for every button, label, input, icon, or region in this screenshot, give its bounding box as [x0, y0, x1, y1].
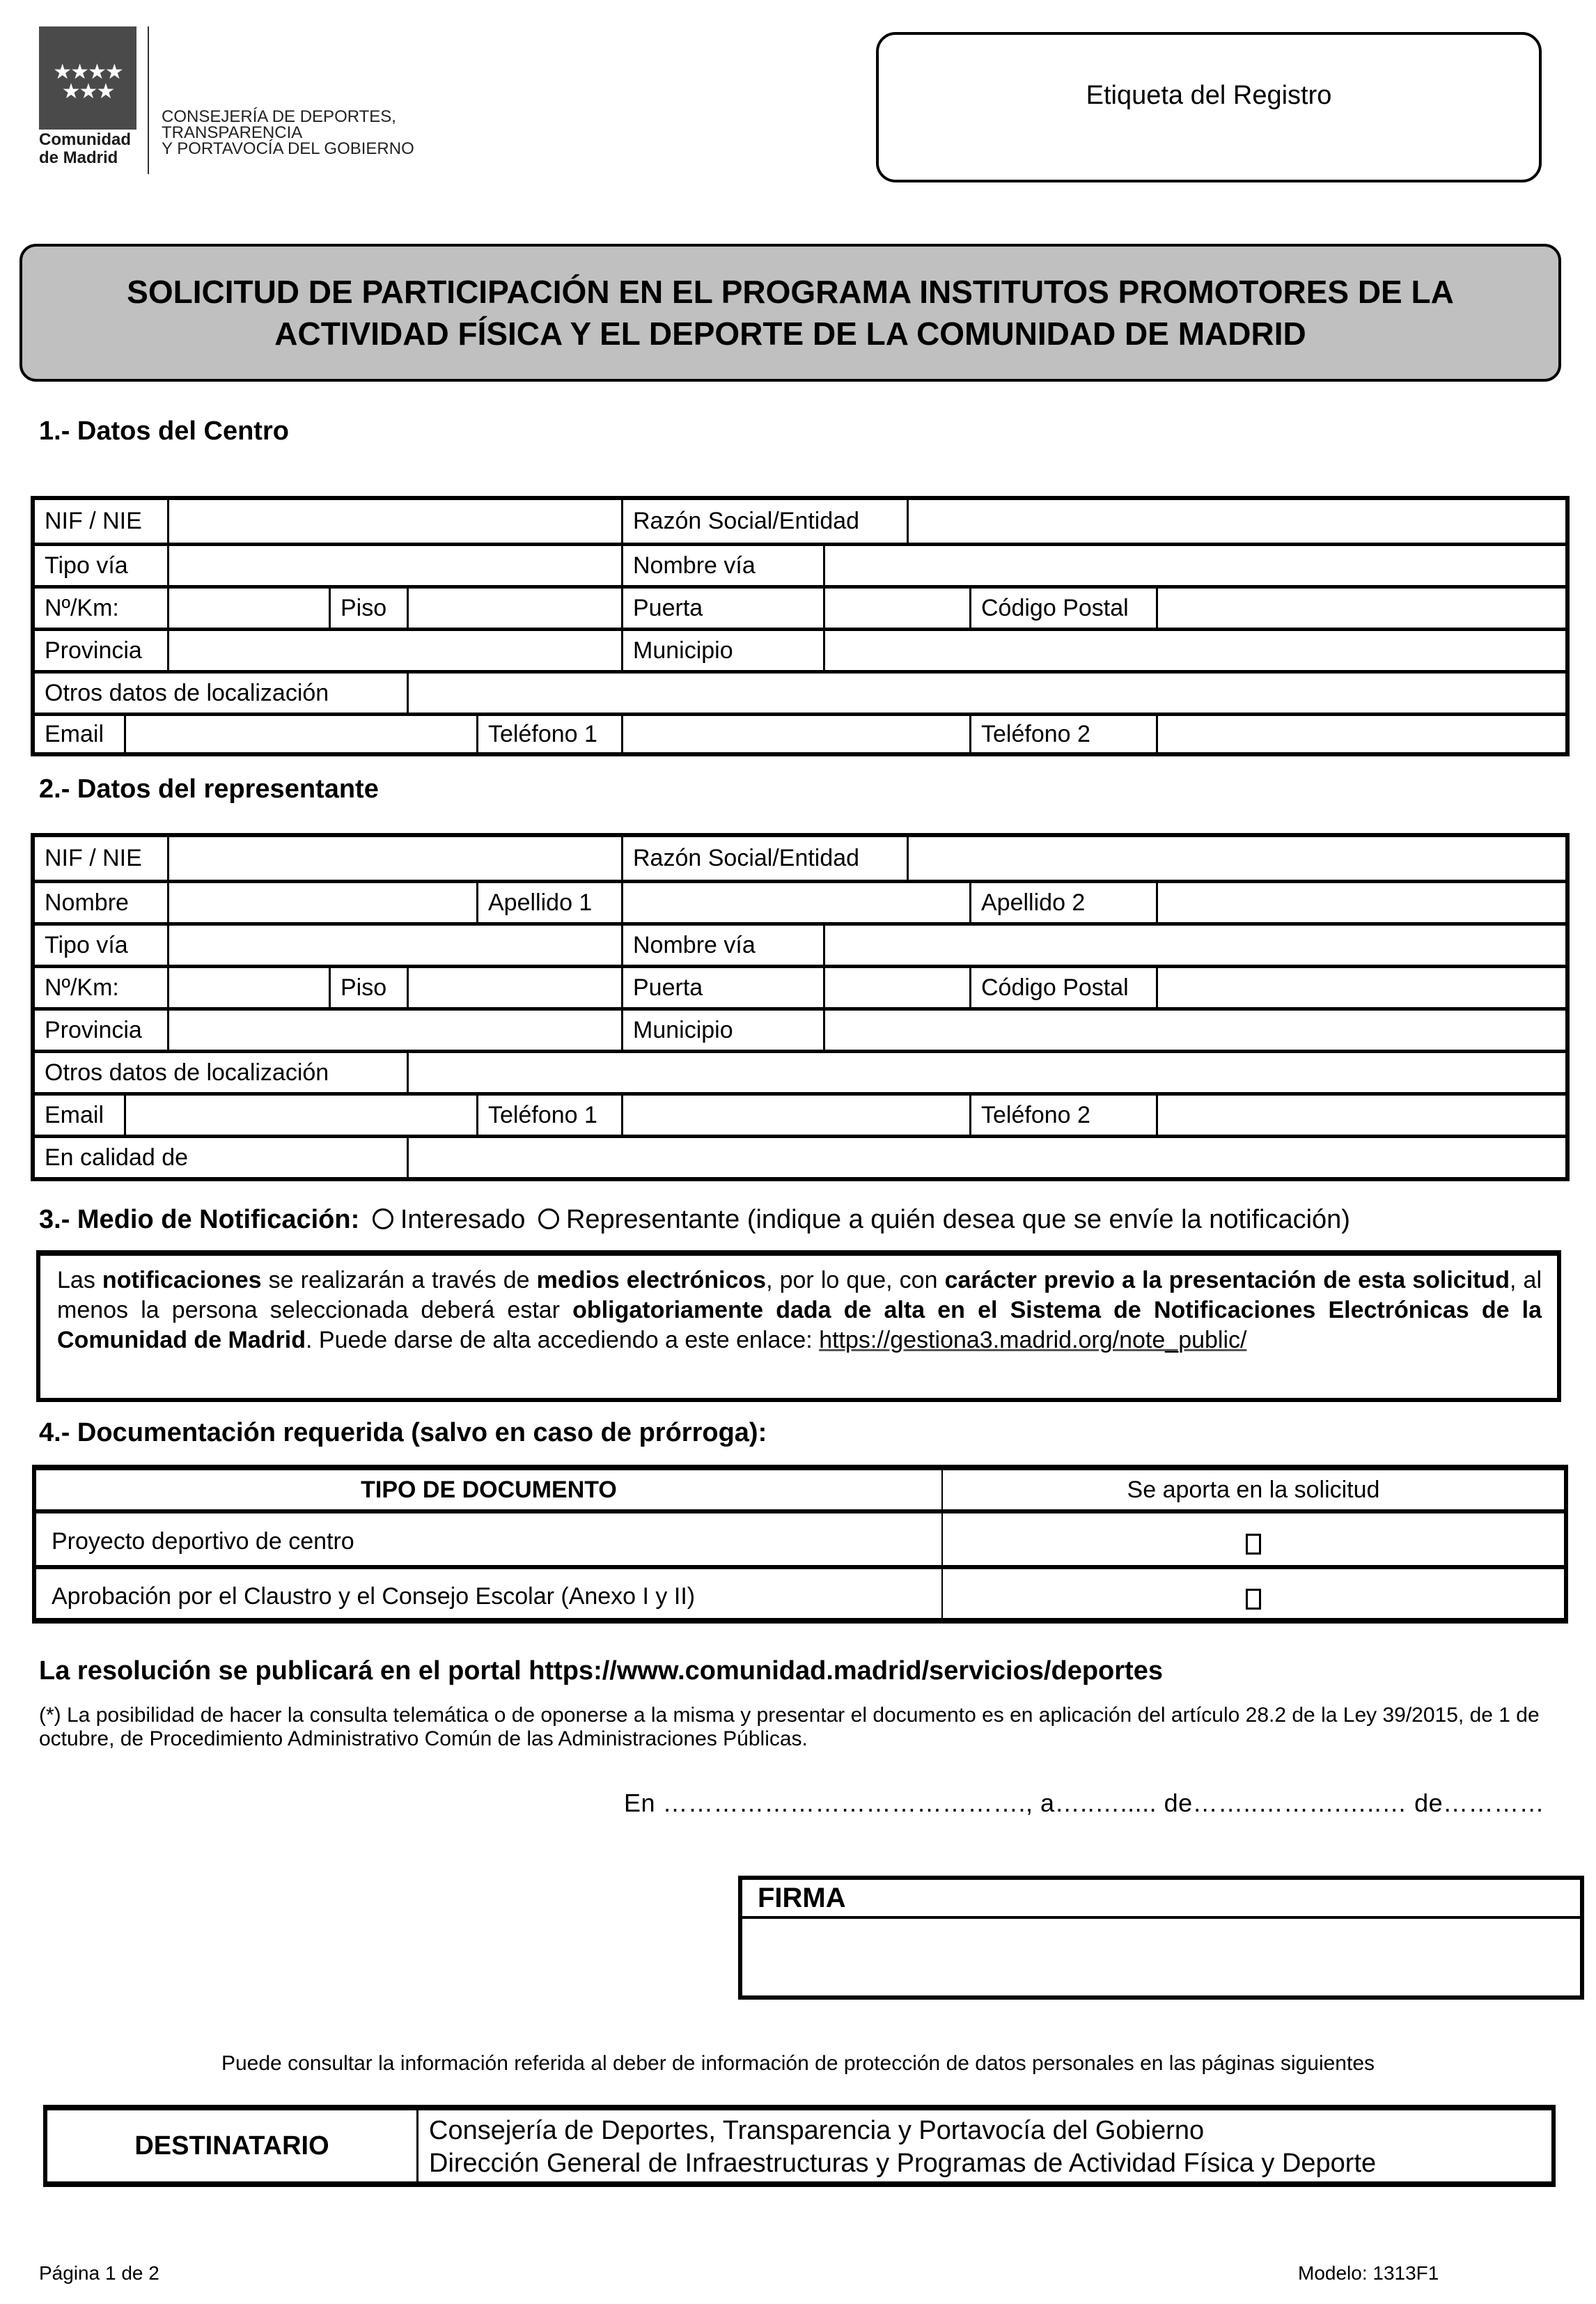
rep-municipio-input[interactable] [823, 1011, 1565, 1050]
table-row [35, 713, 1565, 752]
table-row [35, 922, 1565, 965]
center-tipo-via-input[interactable] [167, 546, 621, 585]
nombre-label: Nombre [45, 889, 129, 916]
municipio-label: Municipio [621, 1011, 823, 1050]
logo-divider [148, 26, 149, 174]
logo-name: Comunidad de Madrid [39, 130, 131, 167]
rep-cp-input[interactable] [1156, 968, 1565, 1007]
apellido2-label: Apellido 2 [969, 883, 1156, 922]
tel1-label: Teléfono 1 [476, 1096, 621, 1135]
checkbox-aprobacion-claustro[interactable] [1246, 1589, 1261, 1610]
rep-nombre-via-input[interactable] [823, 926, 1565, 965]
nif-label: NIF / NIE [45, 845, 142, 871]
col-se-aporta: Se aporta en la solicitud [1127, 1476, 1380, 1503]
table-row [35, 585, 1565, 628]
recipient-value: Consejería de Deportes, Transparencia y Portavocía del Gobierno Dirección General de Infraestructuras y Programas de Actividad Física y Deporte [429, 2116, 1377, 2178]
section4-heading: 4.- Documentación requerida (salvo en caso de prórroga): [39, 1418, 767, 1447]
center-tel1-input[interactable] [621, 716, 969, 752]
center-num-km-input[interactable] [167, 589, 329, 628]
documents-table [32, 1465, 1568, 1624]
center-razon-input[interactable] [907, 500, 1565, 543]
signature-box [738, 1876, 1584, 2000]
recipient-table [43, 2105, 1556, 2187]
section1-heading: 1.- Datos del Centro [39, 417, 289, 446]
puerta-label: Puerta [621, 589, 823, 628]
tel1-label: Teléfono 1 [476, 716, 621, 752]
rep-otros-input[interactable] [407, 1053, 1565, 1092]
center-provincia-input[interactable] [167, 631, 621, 670]
radio-interesado[interactable] [373, 1208, 393, 1229]
table-row [36, 1518, 1564, 1569]
comunidad-madrid-logo [39, 26, 136, 130]
representante-label: Representante [565, 1205, 740, 1234]
section3-heading: 3.- Medio de Notificación: [39, 1205, 360, 1234]
doc-name: Aprobación por el Claustro y el Consejo Escolar (Anexo I y II) [52, 1582, 696, 1610]
razon-label: Razón Social/Entidad [621, 837, 907, 880]
tipo-via-label: Tipo vía [45, 552, 128, 579]
razon-label: Razón Social/Entidad [621, 500, 907, 543]
apellido1-label: Apellido 1 [476, 883, 621, 922]
piso-label: Piso [329, 589, 407, 628]
representative-data-table [31, 833, 1570, 1181]
rep-razon-input[interactable] [907, 837, 1565, 880]
recipient-label: DESTINATARIO [47, 2110, 418, 2181]
notification-method [39, 1205, 1350, 1235]
rep-tel2-input[interactable] [1156, 1096, 1565, 1135]
calidad-label: En calidad de [45, 1144, 189, 1171]
rep-nif-input[interactable] [167, 837, 621, 880]
col-tipo-documento: TIPO DE DOCUMENTO [361, 1476, 617, 1503]
nombre-via-label: Nombre vía [621, 546, 823, 585]
otros-label: Otros datos de localización [45, 679, 329, 706]
rep-apellido2-input[interactable] [1156, 883, 1565, 922]
center-otros-input[interactable] [407, 674, 1565, 713]
otros-label: Otros datos de localización [45, 1059, 329, 1086]
nif-label: NIF / NIE [45, 508, 142, 534]
table-row [35, 1007, 1565, 1050]
center-municipio-input[interactable] [823, 631, 1565, 670]
puerta-label: Puerta [621, 968, 823, 1007]
provincia-label: Provincia [45, 637, 142, 664]
center-cp-input[interactable] [1156, 589, 1565, 628]
tel2-label: Teléfono 2 [969, 1096, 1156, 1135]
municipio-label: Municipio [621, 631, 823, 670]
legal-footnote: (*) La posibilidad de hacer la consulta telemática o de oponerse a la misma y presentar el documento es en aplicación del artículo 28.2 de la Ley 39/2015, de 1 de octubre, de Procedimiento Administrativo Común de las Administraciones Públicas. [39, 1704, 1540, 1750]
rep-calidad-input[interactable] [407, 1138, 1565, 1177]
center-piso-input[interactable] [407, 589, 621, 628]
center-email-input[interactable] [124, 716, 476, 752]
place-date-line[interactable]: En ……………………………………., a…..…..... de……..……….…..… de………… [624, 1789, 1545, 1817]
table-row [35, 837, 1565, 880]
notification-registration-link[interactable]: https://gestiona3.madrid.org/note_public/ [819, 1327, 1247, 1353]
rep-tipo-via-input[interactable] [167, 926, 621, 965]
rep-num-km-input[interactable] [167, 968, 329, 1007]
model-number: Modelo: 1313F1 [1298, 2262, 1439, 2284]
department-name: CONSEJERÍA DE DEPORTES, TRANSPARENCIA Y PORTAVOCÍA DEL GOBIERNO [162, 107, 414, 158]
page-number: Página 1 de 2 [39, 2262, 159, 2284]
email-label: Email [45, 720, 104, 747]
form-title: SOLICITUD DE PARTICIPACIÓN EN EL PROGRAMA INSTITUTOS PROMOTORES DE LA ACTIVIDAD FÍSICA Y EL DEPORTE DE LA COMUNIDAD DE MADRID [19, 244, 1561, 382]
tipo-via-label: Tipo vía [45, 931, 128, 958]
signature-label: FIRMA [742, 1880, 1580, 1919]
table-row [35, 628, 1565, 670]
notification-hint: (indique a quién desea que se envíe la notificación) [746, 1205, 1350, 1234]
section2-heading: 2.- Datos del representante [39, 775, 379, 804]
table-row [35, 1135, 1565, 1177]
center-nombre-via-input[interactable] [823, 546, 1565, 585]
num-km-label: Nº/Km: [45, 594, 119, 621]
privacy-note: Puede consultar la información referida al deber de información de protección de datos personales en las páginas siguientes [221, 2052, 1375, 2075]
provincia-label: Provincia [45, 1016, 142, 1043]
center-tel2-input[interactable] [1156, 716, 1565, 752]
nombre-via-label: Nombre vía [621, 926, 823, 965]
table-row [36, 1573, 1564, 1619]
notification-notice: Las notificaciones se realizarán a través de medios electrónicos, por lo que, con carácter previo a la presentación de esta solicitud, al menos la persona seleccionada deberá estar obligatoriamente dada de alta en el Sistema de Notificaciones Electrónicas de la Comunidad de Madrid. Puede darse de alta accediendo a este enlace: https://gestiona3.madrid.org/note_public/ [36, 1250, 1561, 1402]
rep-piso-input[interactable] [407, 968, 621, 1007]
piso-label: Piso [329, 968, 407, 1007]
rep-tel1-input[interactable] [621, 1096, 969, 1135]
table-header-row [36, 1470, 1564, 1513]
center-data-table [31, 496, 1570, 756]
radio-representante[interactable] [538, 1208, 559, 1229]
table-row [35, 1092, 1565, 1135]
table-row [35, 1050, 1565, 1092]
signature-area[interactable] [742, 1919, 1580, 1995]
table-row [35, 500, 1565, 543]
table-row [35, 543, 1565, 585]
rep-apellido1-input[interactable] [621, 883, 969, 922]
cp-label: Código Postal [969, 968, 1156, 1007]
checkbox-proyecto-deportivo[interactable] [1246, 1534, 1261, 1555]
doc-name: Proyecto deportivo de centro [52, 1527, 354, 1555]
cp-label: Código Postal [969, 589, 1156, 628]
table-row [35, 965, 1565, 1007]
registry-label-box: Etiqueta del Registro [876, 32, 1542, 182]
email-label: Email [45, 1101, 104, 1128]
num-km-label: Nº/Km: [45, 974, 119, 1001]
table-row [35, 880, 1565, 922]
resolution-notice: La resolución se publicará en el portal https://www.comunidad.madrid/servicios/deportes [39, 1656, 1163, 1686]
table-row [35, 670, 1565, 713]
interesado-label: Interesado [400, 1205, 526, 1234]
rep-nombre-input[interactable] [167, 883, 476, 922]
rep-provincia-input[interactable] [167, 1011, 621, 1050]
center-puerta-input[interactable] [823, 589, 969, 628]
rep-puerta-input[interactable] [823, 968, 969, 1007]
center-nif-input[interactable] [167, 500, 621, 543]
rep-email-input[interactable] [124, 1096, 476, 1135]
stars-icon: ★★★★ ★★★ [53, 61, 123, 103]
tel2-label: Teléfono 2 [969, 716, 1156, 752]
